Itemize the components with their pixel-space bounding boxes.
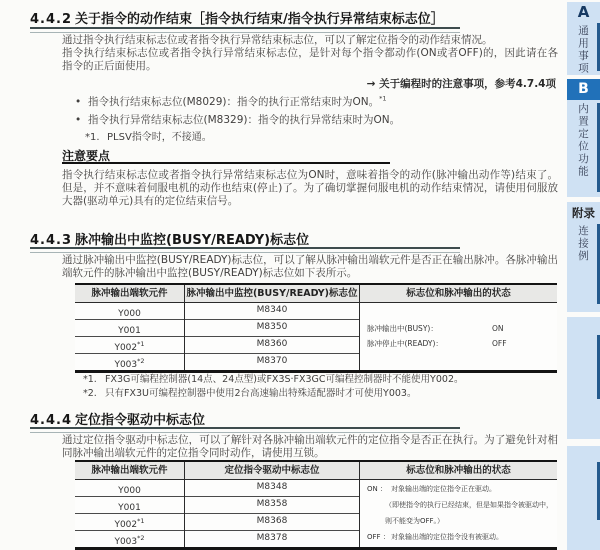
status-text: 则不能变为OFF。） [385,517,445,525]
section-number: 4.4.2 [30,12,73,27]
device-cell: Y003$^{*2}$ [75,530,185,547]
section-title: 定位指令驱动中标志位 [75,413,206,428]
table-header-cell: 定位指令驱动中标志位 [185,462,360,480]
section-number: 4.4.3 [30,233,73,248]
sidebar-tab-appendix [567,202,600,312]
status-label: ON ： [367,485,387,493]
cross-reference-note: → 关于编程时的注意事项，参考4.7.4项 [366,78,556,90]
sidebar-tab-empty-2 [567,446,600,550]
status-label: 脉冲停止中(READY)： [367,339,443,348]
device-cell: Y003$^{*2}$ [75,353,185,370]
tab-vertical-label: 连接例 [577,225,589,263]
footnote-marker: *1. [83,374,97,385]
tab-vertical-label: 内置定位功能 [577,103,589,178]
section-443-heading [30,229,558,248]
status-label: 脉冲输出中(BUSY)： [367,324,438,333]
flag-cell: M8358 [185,496,360,514]
footnote-marker: *2. [83,388,97,399]
flag-cell: M8340 [185,302,360,320]
bullet-item [75,112,400,127]
device-cell: Y002$^{*1}$ [75,513,185,531]
section-title: 脉冲输出中监控(BUSY/READY)标志位 [75,233,310,248]
paragraph: 指令执行结束标志位或者指令执行异常结束标志位，是针对每个指令都动作(ON或者OFF)的，因此请在各指令的正后面使用。 [62,47,558,72]
table-header-cell: 标志位和脉冲输出的状态 [360,285,557,303]
bullet-icon: • [75,114,82,126]
section-444-heading [30,409,558,428]
sidebar-tab-positioning-active [567,79,600,197]
status-cell [360,479,557,547]
heading-rule [30,427,460,433]
flag-cell: M8368 [185,513,360,531]
bullet-icon: • [75,96,82,108]
note-body: 指令执行结束标志位或者指令执行异常结束标志位为ON时，意味着指令的动作(脉冲输出动作等)结束了。但是，并不意味着伺服电机的动作也结束(停止)了。为了确切掌握伺服电机的动作结束情况，请使用伺服放大器(驱动单元)具有的定位结束信号。 [62,169,558,207]
status-line [367,529,557,545]
footnote-marker: *1. [85,132,100,143]
flag-cell: M8348 [185,479,360,497]
footnote-text: FX3G可编程控制器(14点、24点型)或FX3S·FX3GC可编程控制器时不能使用Y002。 [105,374,464,385]
footnote-ref: *1 [379,94,387,103]
sidebar-tab-empty-1 [567,317,600,439]
paragraph: 通过定位指令驱动中标志位，可以了解针对各脉冲输出端软元件的定位指令是否正在执行。为了避免针对相同脉冲输出端软元件的定位指令同时动作，请使用互锁。 [62,434,558,459]
section-442-heading [30,8,558,27]
status-text: （即使指令的执行已经结束，但是如果指令被驱动中， [385,501,553,509]
table-header-cell: 脉冲输出端软元件 [75,285,185,303]
table-header-cell: 脉冲输出端软元件 [75,462,185,480]
status-text: 对象输出端的定位指令正在驱动。 [391,485,496,493]
footnote-text: PLSV指令时，不接通。 [107,132,212,143]
device-cell: Y001 [75,319,185,337]
tab-label-appendix: 附录 [572,206,595,220]
flag-cell: M8370 [185,353,360,370]
heading-rule [30,247,460,253]
tab-letter-a: A [577,3,590,21]
flag-cell: M8350 [185,319,360,337]
paragraph: 通过脉冲输出中监控(BUSY/READY)标志位，可以了解从脉冲输出端软元件是否正在输出脉冲。各脉冲输出端软元件的脉冲输出中监控(BUSY/READY)标志位如下表所示。 [62,254,558,279]
section-title: 关于指令的动作结束［指令执行结束/指令执行异常结束标志位］ [75,12,444,27]
note-rule [62,162,390,164]
status-line [367,336,557,351]
status-line [367,513,557,529]
bullet-text: 指令执行结束标志位(M8029)：指令的执行正常结束时为ON。 [88,96,380,108]
footnote-text: 只有FX3U可编程控制器中使用2台高速输出特殊适配器时才可使用Y003。 [105,388,417,399]
status-line [367,481,557,497]
paragraph: 通过指令执行结束标志位或者指令执行异常结束标志位，可以了解定位指令的动作结束情况。 [62,34,493,46]
status-line [367,321,557,336]
status-value: OFF [492,339,507,348]
bullet-text: 指令执行异常结束标志位(M8329)：指令的执行异常结束时为ON。 [88,114,401,126]
drive-flag-table [75,460,557,550]
flag-cell: M8378 [185,530,360,547]
status-label: OFF ： [367,533,390,541]
flag-cell: M8360 [185,336,360,354]
device-cell: Y000 [75,302,185,320]
table-header-cell: 标志位和脉冲输出的状态 [360,462,557,480]
device-cell: Y001 [75,496,185,514]
tab-vertical-label: 通用事项 [577,25,589,75]
table-header-cell: 脉冲输出中监控(BUSY/READY)标志位 [185,285,360,303]
sidebar-tab-general [567,2,600,75]
table-footnote [83,371,463,385]
status-cell [360,302,557,370]
note-box-title: 注意要点 [62,149,111,163]
footnote-plsv [85,128,212,143]
status-value: ON [492,324,504,333]
device-cell: Y000 [75,479,185,497]
heading-rule [30,27,460,33]
device-cell: Y002$^{*1}$ [75,336,185,354]
status-text: 对象输出端的定位指令没有被驱动。 [391,533,503,541]
busy-ready-table [75,283,557,373]
bullet-item [75,94,386,109]
section-number: 4.4.4 [30,413,73,428]
status-line [367,497,557,513]
table-footnote [83,385,416,399]
tab-letter-b: B [567,79,600,100]
